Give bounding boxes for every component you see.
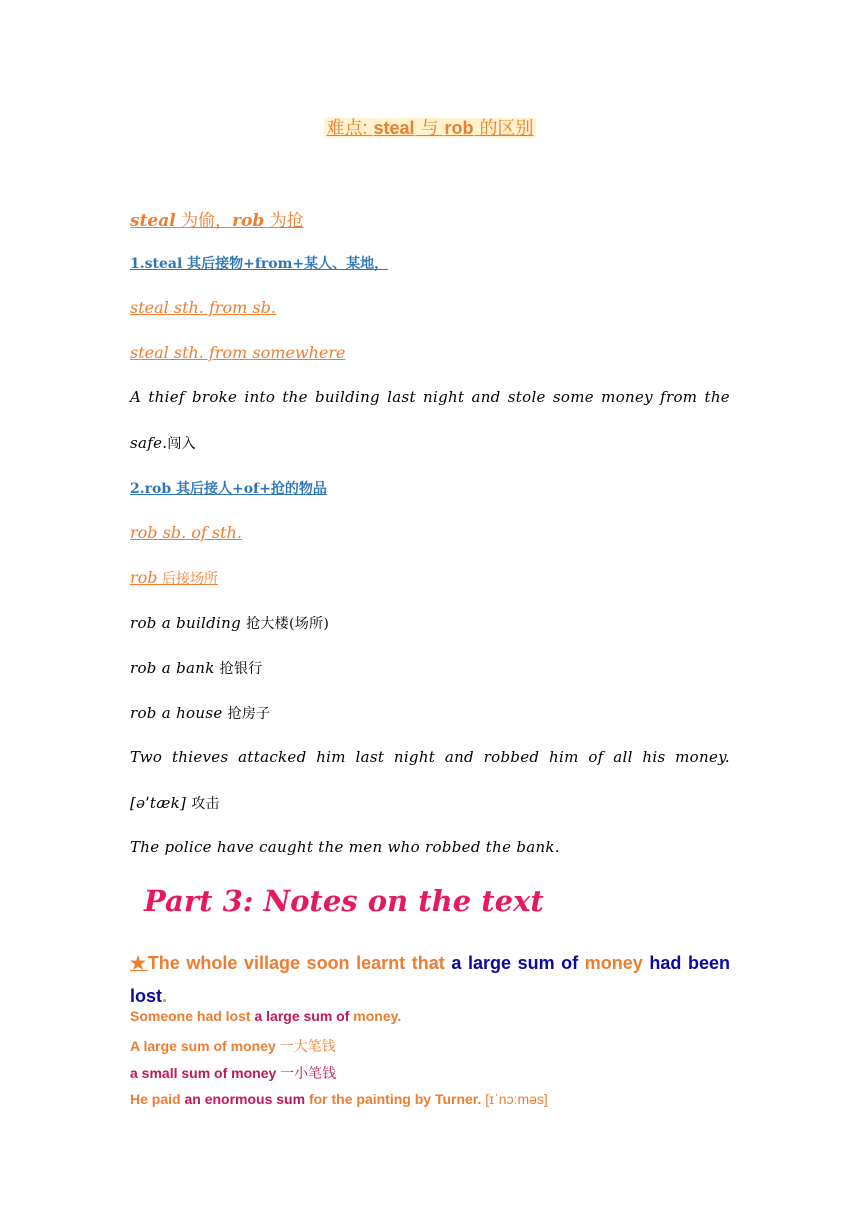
star-icon: ★ (130, 953, 148, 973)
note-line-large-sum: A large sum of money 一大笔钱 (130, 1038, 336, 1054)
attack-phonetic: [əˈtæk] 攻击 (130, 794, 220, 812)
rob-example-house: rob a house 抢房子 (130, 704, 271, 722)
page-title (0, 114, 860, 140)
steal-example-line2: safe.闯入 (130, 434, 196, 452)
note-line-someone: Someone had lost a large sum of money. (130, 1008, 402, 1024)
rob-example-bank: rob a bank 抢银行 (130, 659, 263, 677)
note-sentence: ★The whole village soon learnt that a large sum of money had been lost. (130, 953, 730, 1006)
steal-example-line1: A thief broke into the building last night and stole some money from the (130, 388, 730, 406)
title-text: 难点: steal 与 rob 的区别 (326, 118, 534, 138)
steal-pattern-place: steal sth. from somewhere (130, 343, 346, 362)
steal-rule-heading: 1.steal 其后接物+from+某人、某地， (130, 256, 389, 272)
rob-sentence-police: The police have caught the men who robbed the bank. (130, 838, 560, 856)
rob-sentence-thieves: Two thieves attacked him last night and robbed him of all his money. (130, 748, 730, 766)
rob-rule-heading: 2.rob 其后接人+of+抢的物品 (130, 481, 327, 497)
note-line-enormous-sum: He paid an enormous sum for the painting by Turner. [ɪˈnɔːməs] (130, 1091, 548, 1107)
rob-pattern-person: rob sb. of sth. (130, 523, 242, 542)
steal-pattern-person: steal sth. from sb. (130, 298, 276, 317)
rob-example-building: rob a building 抢大楼(场所) (130, 614, 330, 632)
part3-heading: Part 3: Notes on the text (144, 884, 544, 918)
section-heading: steal 为偷，rob 为抢 (130, 211, 304, 231)
rob-pattern-place: rob 后接场所 (130, 568, 218, 587)
note-line-small-sum: a small sum of money 一小笔钱 (130, 1065, 337, 1081)
